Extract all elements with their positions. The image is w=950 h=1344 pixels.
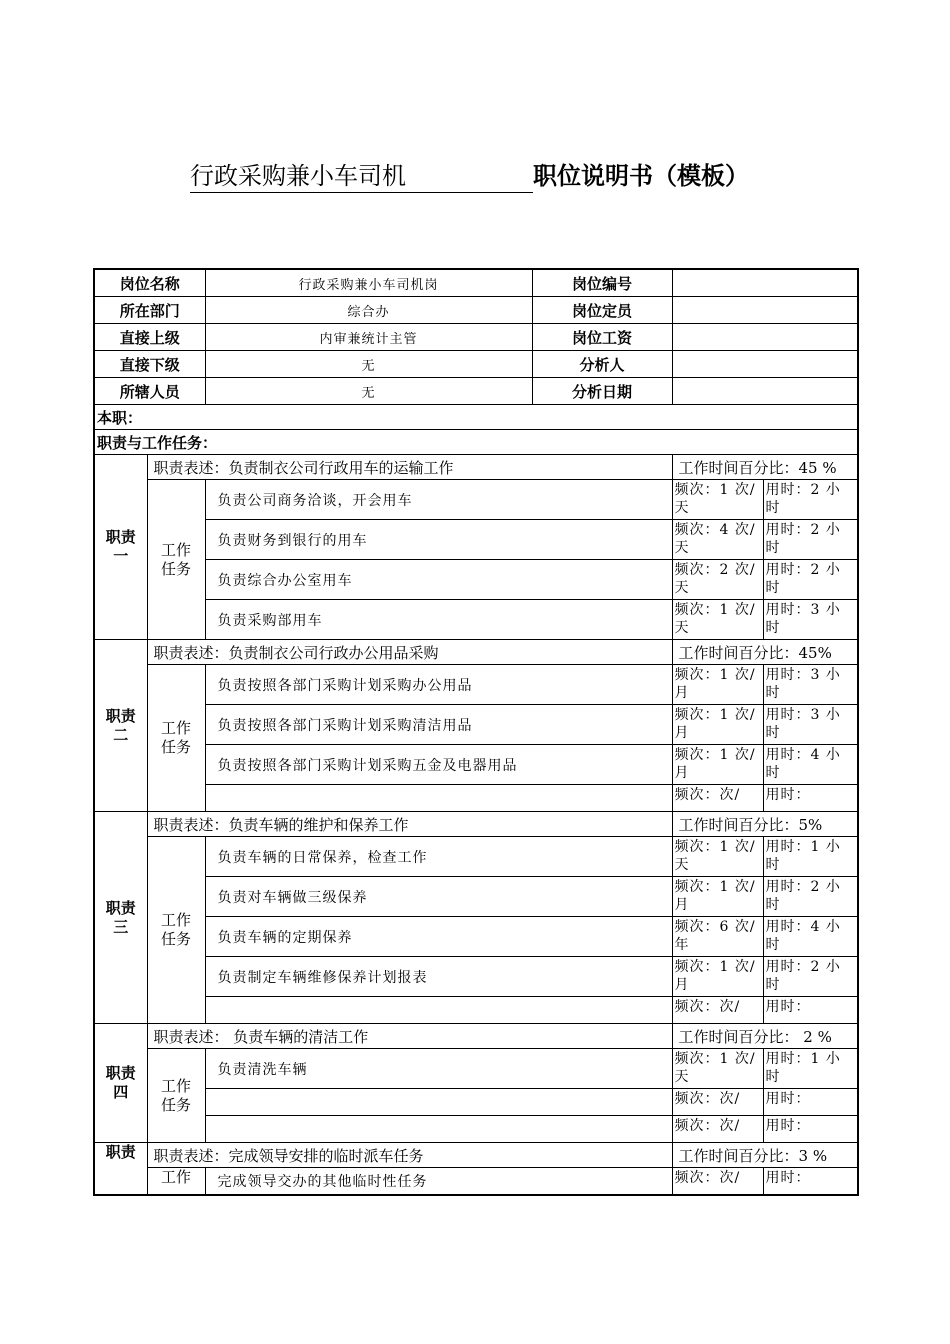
task-text: 负责公司商务洽谈，开会用车 [205,480,672,520]
task-frequency: 频次：1 次/月 [672,745,763,785]
task-duration: 用时： [763,1168,858,1196]
duties-label: 职责与工作任务： [94,430,858,455]
task-row [94,917,858,957]
field-label: 岗位编号 [532,269,672,297]
field-label: 所辖人员 [94,378,205,405]
field-value [672,324,858,351]
work-task-label: 工作任务 [147,1049,205,1143]
field-label: 岗位定员 [532,297,672,324]
task-text [205,785,672,812]
duty-desc-row [94,1024,858,1049]
field-label: 直接下级 [94,351,205,378]
main-duty-row [94,405,858,430]
time-percentage: 工作时间百分比：5% [672,812,858,837]
title-position-name: 行政采购兼小车司机 [190,160,533,193]
task-text: 负责综合办公室用车 [205,560,672,600]
task-frequency: 频次：1 次/月 [672,877,763,917]
task-frequency: 频次：1 次/月 [672,665,763,705]
task-text: 负责按照各部门采购计划采购办公用品 [205,665,672,705]
task-frequency: 频次：1 次/天 [672,837,763,877]
task-text: 负责对车辆做三级保养 [205,877,672,917]
work-task-label: 工作任务 [147,665,205,812]
task-frequency: 频次：4 次/天 [672,520,763,560]
task-text [205,997,672,1024]
time-percentage: 工作时间百分比：3 % [672,1143,858,1168]
field-value [672,269,858,297]
main-duty-label: 本职： [94,405,858,430]
task-row [94,665,858,705]
task-row [94,705,858,745]
task-duration: 用时： [763,785,858,812]
field-label: 分析日期 [532,378,672,405]
header-row [94,269,858,297]
task-row [94,957,858,997]
time-percentage: 工作时间百分比： 2 % [672,1024,858,1049]
field-value [672,297,858,324]
task-text: 负责清洗车辆 [205,1049,672,1089]
task-duration: 用时：3 小时 [763,705,858,745]
duty-name: 职责四 [94,1024,147,1143]
work-task-label: 工作 [147,1168,205,1196]
duty-desc-row [94,455,858,480]
task-duration: 用时：2 小时 [763,877,858,917]
task-frequency: 频次：1 次/天 [672,1049,763,1089]
field-label: 分析人 [532,351,672,378]
task-row [94,785,858,812]
task-duration: 用时：2 小时 [763,957,858,997]
task-duration: 用时：1 小时 [763,837,858,877]
field-label: 岗位名称 [94,269,205,297]
header-row [94,351,858,378]
duties-header-row [94,430,858,455]
task-row [94,1049,858,1089]
duty-description: 职责表述：负责制衣公司行政办公用品采购 [147,640,672,665]
task-text [205,1089,672,1116]
field-value: 无 [205,378,532,405]
task-text: 负责采购部用车 [205,600,672,640]
task-text: 完成领导交办的其他临时性任务 [205,1168,672,1196]
duty-description: 职责表述：负责车辆的维护和保养工作 [147,812,672,837]
title-suffix: 职位说明书（模板） [533,162,749,190]
task-duration: 用时： [763,997,858,1024]
task-text: 负责车辆的日常保养，检查工作 [205,837,672,877]
duty-description: 职责表述： 负责车辆的清洁工作 [147,1024,672,1049]
field-value [672,351,858,378]
field-value: 综合办 [205,297,532,324]
task-duration: 用时：3 小时 [763,600,858,640]
task-frequency: 频次：次/ [672,997,763,1024]
task-frequency: 频次：次/ [672,785,763,812]
field-value: 内审兼统计主管 [205,324,532,351]
task-frequency: 频次：1 次/天 [672,480,763,520]
header-row [94,297,858,324]
duty-description: 职责表述：完成领导安排的临时派车任务 [147,1143,672,1168]
task-row [94,1089,858,1116]
task-frequency: 频次：2 次/天 [672,560,763,600]
field-value [672,378,858,405]
task-text: 负责车辆的定期保养 [205,917,672,957]
task-frequency: 频次：1 次/月 [672,705,763,745]
task-duration: 用时：2 小时 [763,480,858,520]
work-task-label: 工作任务 [147,837,205,1024]
field-value: 无 [205,351,532,378]
job-description-table [93,268,859,1196]
task-row [94,997,858,1024]
task-duration: 用时：2 小时 [763,560,858,600]
duty-name: 职责二 [94,640,147,812]
task-row [94,1116,858,1143]
task-frequency: 频次：1 次/天 [672,600,763,640]
document-title [0,160,950,196]
duty-desc-row [94,812,858,837]
task-row [94,877,858,917]
task-duration: 用时： [763,1089,858,1116]
task-row [94,560,858,600]
task-duration: 用时：1 小时 [763,1049,858,1089]
task-row [94,480,858,520]
field-value: 行政采购兼小车司机岗 [205,269,532,297]
task-duration: 用时：2 小时 [763,520,858,560]
task-text: 负责按照各部门采购计划采购清洁用品 [205,705,672,745]
duty-name: 职责 [94,1143,147,1196]
task-frequency: 频次：1 次/月 [672,957,763,997]
duty-name: 职责三 [94,812,147,1024]
task-row [94,600,858,640]
field-label: 岗位工资 [532,324,672,351]
time-percentage: 工作时间百分比：45% [672,640,858,665]
duty-description: 职责表述：负责制衣公司行政用车的运输工作 [147,455,672,480]
time-percentage: 工作时间百分比：45 % [672,455,858,480]
duty-desc-row [94,640,858,665]
task-row [94,520,858,560]
task-text: 负责制定车辆维修保养计划报表 [205,957,672,997]
field-label: 直接上级 [94,324,205,351]
task-text: 负责按照各部门采购计划采购五金及电器用品 [205,745,672,785]
task-frequency: 频次：次/ [672,1168,763,1196]
header-row [94,324,858,351]
work-task-label: 工作任务 [147,480,205,640]
task-duration: 用时：3 小时 [763,665,858,705]
task-frequency: 频次：6 次/年 [672,917,763,957]
task-duration: 用时： [763,1116,858,1143]
field-label: 所在部门 [94,297,205,324]
task-duration: 用时：4 小时 [763,917,858,957]
task-frequency: 频次：次/ [672,1116,763,1143]
task-row [94,837,858,877]
task-duration: 用时：4 小时 [763,745,858,785]
task-text: 负责财务到银行的用车 [205,520,672,560]
task-row [94,1168,858,1196]
task-text [205,1116,672,1143]
duty-desc-row [94,1143,858,1168]
header-row [94,378,858,405]
task-row [94,745,858,785]
duty-name: 职责一 [94,455,147,640]
task-frequency: 频次：次/ [672,1089,763,1116]
